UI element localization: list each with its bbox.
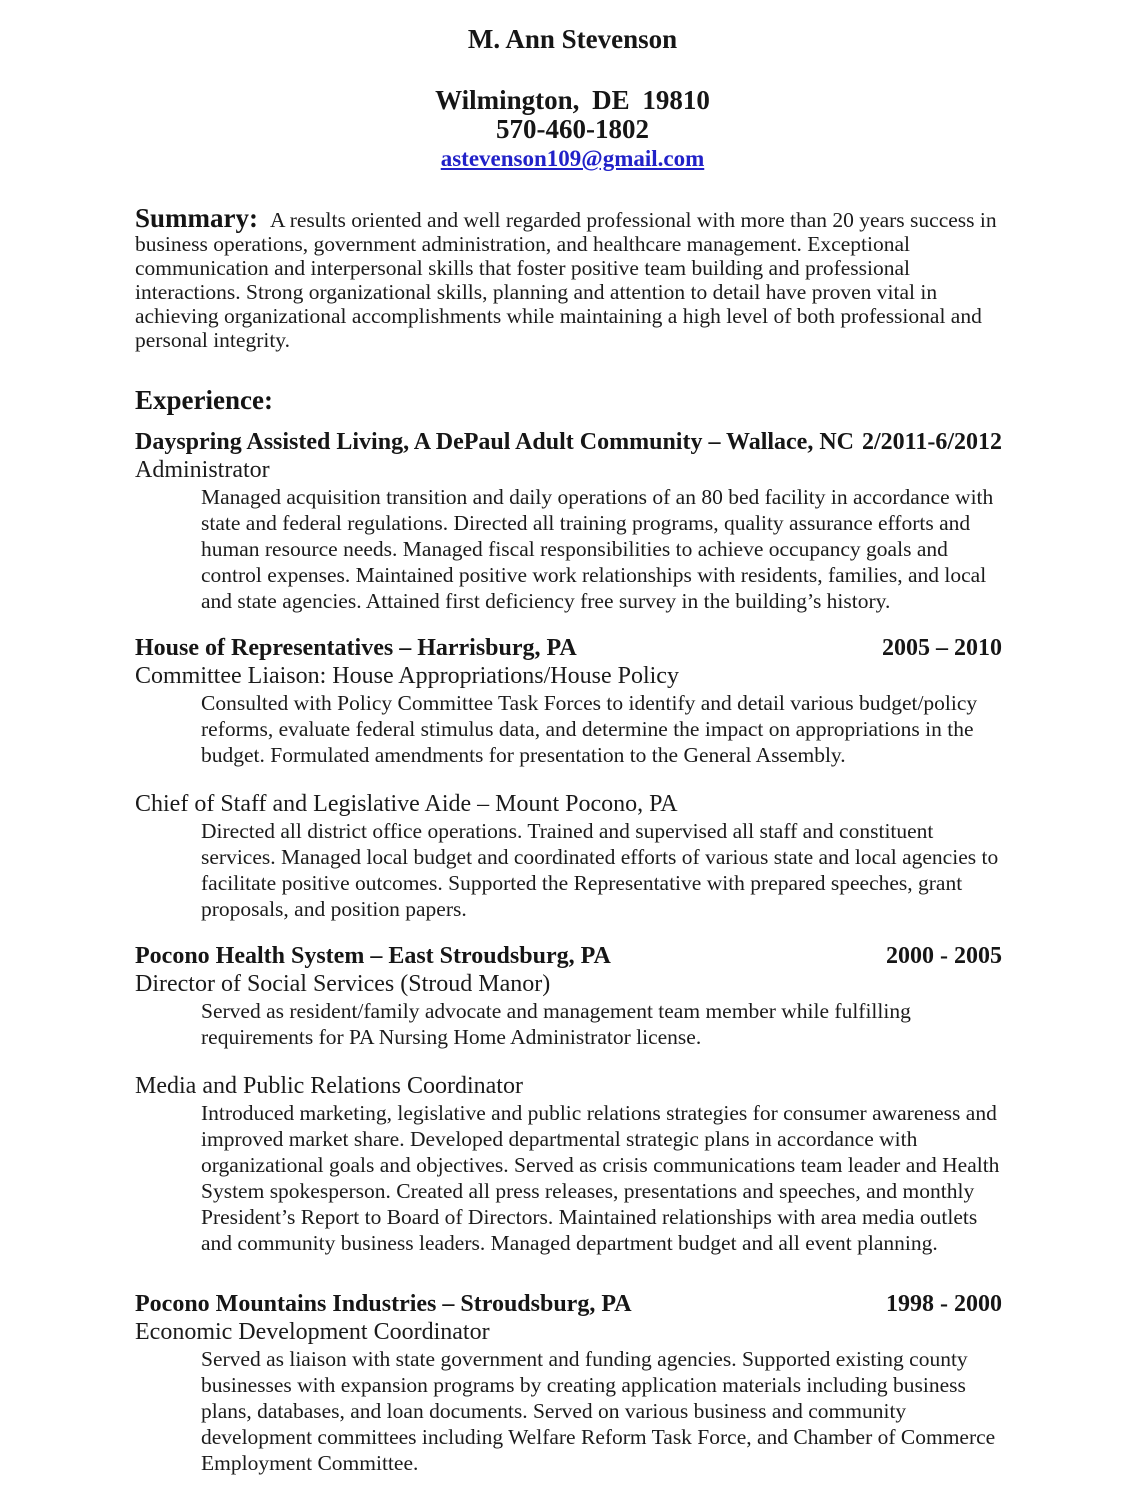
role-title: Administrator xyxy=(135,457,270,483)
candidate-phone: 570-460-1802 xyxy=(496,114,649,144)
role-block xyxy=(135,456,1010,614)
company-row xyxy=(135,428,1010,456)
role-block xyxy=(135,1318,1010,1476)
role-title: Chief of Staff and Legislative Aide – Mount Pocono, PA xyxy=(135,791,678,817)
role-description: Served as liaison with state government and funding agencies. Supported existing county businesses with expansion programs by creating application materials including business plans, databases, and loan documents. Served on various business and community development committees including Welfare Reform Task Force, and Chamber of Commerce Employment Committee. xyxy=(201,1347,996,1475)
role-description: Managed acquisition transition and daily operations of an 80 bed facility in accordance with state and federal regulations. Directed all training programs, quality assurance efforts and human resource needs. Managed fiscal responsibilities to achieve occupancy goals and control expenses. Maintained positive work relationships with residents, families, and local and state agencies. Attained first deficiency free survey in the building’s history. xyxy=(201,485,994,613)
summary-section xyxy=(135,203,1010,352)
role-title: Economic Development Coordinator xyxy=(135,1319,490,1345)
company-dates: 2000 - 2005 xyxy=(886,943,1002,969)
company-name: Pocono Health System – East Stroudsburg, PA xyxy=(135,943,611,969)
company-name: House of Representatives – Harrisburg, PA xyxy=(135,635,577,661)
company-row xyxy=(135,1290,1010,1318)
role-block xyxy=(135,662,1010,768)
company-dates: 1998 - 2000 xyxy=(886,1291,1002,1317)
role-title: Director of Social Services (Stroud Manor) xyxy=(135,971,551,997)
company-name: Pocono Mountains Industries – Stroudsburg, PA xyxy=(135,1291,632,1317)
role-block xyxy=(135,1072,1010,1256)
experience-heading: Experience: xyxy=(135,385,273,415)
summary-paragraph xyxy=(135,203,1010,352)
experience-entry xyxy=(135,428,1010,614)
role-title: Media and Public Relations Coordinator xyxy=(135,1073,523,1099)
company-dates: 2005 – 2010 xyxy=(882,635,1002,661)
summary-label: Summary: xyxy=(135,203,258,233)
company-dates: 2/2011-6/2012 xyxy=(861,429,1002,455)
candidate-email-row xyxy=(135,144,1010,176)
company-name: Dayspring Assisted Living, A DePaul Adult Community – Wallace, NC xyxy=(135,429,854,455)
role-description: Introduced marketing, legislative and public relations strategies for consumer awareness and improved market share. Developed departmental strategic plans in accordance with organizational goals and objectives. Served as crisis communications team leader and Health System spokesperson. Created all press releases, presentations and speeches, and monthly President’s Report to Board of Directors. Maintained relationships with area media outlets and community business leaders. Managed department budget and all event planning. xyxy=(201,1101,1000,1255)
candidate-name: M. Ann Stevenson xyxy=(467,24,678,54)
role-description: Served as resident/family advocate and management team member while fulfilling requirements for PA Nursing Home Administrator license. xyxy=(201,999,911,1049)
experience-entry xyxy=(135,634,1010,922)
role-block xyxy=(135,970,1010,1050)
experience-entry xyxy=(135,1290,1010,1476)
company-row xyxy=(135,942,1010,970)
role-description: Consulted with Policy Committee Task Forces to identify and detail various budget/policy reforms, evaluate federal stimulus data, and determine the impact on appropriations in the budget. Formulated amendments for presentation to the General Assembly. xyxy=(201,691,978,767)
experience-entry xyxy=(135,942,1010,1256)
role-block xyxy=(135,790,1010,922)
candidate-location: Wilmington, DE 19810 xyxy=(435,85,710,115)
role-description: Directed all district office operations. Trained and supervised all staff and constituent services. Managed local budget and coordinated efforts of various state and local agencies to facilitate positive outcomes. Supported the Representative with prepared speeches, grant proposals, and position papers. xyxy=(201,819,999,921)
email-link[interactable]: astevenson109@gmail.com xyxy=(440,146,705,171)
resume-header xyxy=(135,24,1010,176)
company-row xyxy=(135,634,1010,662)
role-title: Committee Liaison: House Appropriations/House Policy xyxy=(135,663,679,689)
summary-text: A results oriented and well regarded professional with more than 20 years success in business operations, government administration, and healthcare management. Exceptional communication and interpersonal skills that foster positive team building and professional interactions. Strong organizational skills, planning and attention to detail have proven vital in achieving organizational accomplishments while maintaining a high level of both professional and personal integrity. xyxy=(135,208,997,352)
